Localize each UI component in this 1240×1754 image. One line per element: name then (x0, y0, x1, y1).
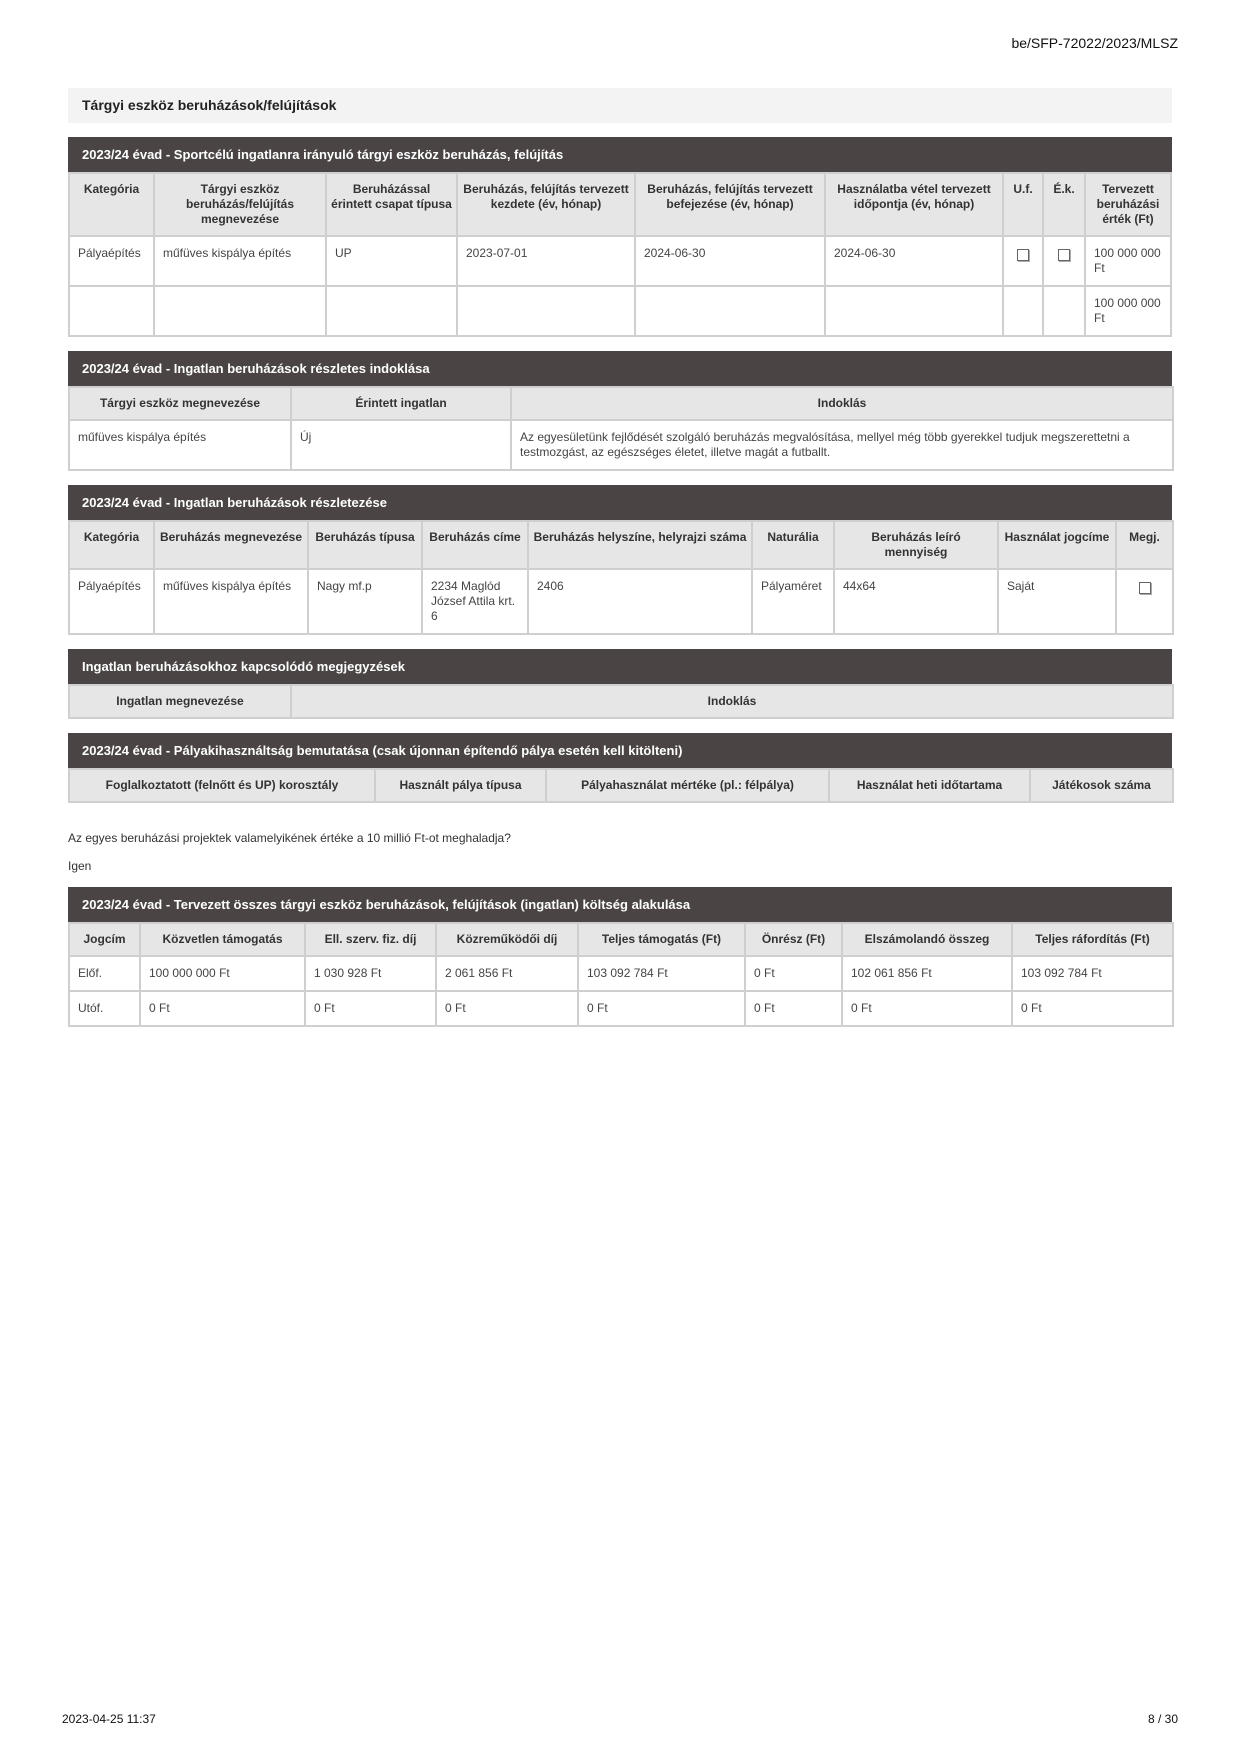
cell: 100 000 000 Ft (140, 956, 305, 991)
footer-timestamp: 2023-04-25 11:37 (62, 1712, 156, 1726)
col-header: U.f. (1003, 173, 1043, 236)
cell-eszkoz: műfüves kispálya építés (69, 420, 291, 470)
koltseg-table (68, 922, 1174, 1027)
cell-ingatlan: Új (291, 420, 511, 470)
cell-helyszin: 2406 (528, 569, 752, 634)
cell: 2 061 856 Ft (436, 956, 578, 991)
section-megjegyzesek (68, 649, 1172, 719)
col-header: Ingatlan megnevezése (69, 685, 291, 718)
col-header: Kategória (69, 173, 154, 236)
cell-ek (1043, 236, 1085, 286)
section-header: 2023/24 évad - Tervezett összes tárgyi eszköz beruházások, felújítások (ingatlan) költség alakulása (68, 887, 1172, 922)
megjegyzesek-table (68, 684, 1174, 719)
cell: 0 Ft (578, 991, 745, 1026)
section-header: 2023/24 évad - Sportcélú ingatlanra irányuló tárgyi eszköz beruházás, felújítás (68, 137, 1172, 172)
cell: 0 Ft (305, 991, 436, 1026)
col-header: Közreműködői díj (436, 923, 578, 956)
col-header: Naturália (752, 521, 834, 569)
cell: 0 Ft (842, 991, 1012, 1026)
cell: Utóf. (69, 991, 140, 1026)
table-row (69, 956, 1173, 991)
cell-kategoria: Pályaépítés (69, 236, 154, 286)
section-reszletezes (68, 485, 1172, 635)
col-header: Beruházás címe (422, 521, 528, 569)
reszletezes-table (68, 520, 1174, 635)
cell: 0 Ft (140, 991, 305, 1026)
col-header: Tárgyi eszköz megnevezése (69, 387, 291, 420)
section-header: 2023/24 évad - Pályakihasználtság bemutatása (csak újonnan építendő pálya esetén kell kitölteni) (68, 733, 1172, 768)
section-header: Ingatlan beruházásokhoz kapcsolódó megjegyzések (68, 649, 1172, 684)
col-header: Érintett ingatlan (291, 387, 511, 420)
footer-page-number: 8 / 30 (1147, 1712, 1178, 1726)
col-header: Önrész (Ft) (745, 923, 842, 956)
col-header: Beruházás helyszíne, helyrajzi száma (528, 521, 752, 569)
col-header: Elszámolandó összeg (842, 923, 1012, 956)
table-row (69, 420, 1173, 470)
col-header: É.k. (1043, 173, 1085, 236)
col-header: Használt pálya típusa (375, 769, 546, 802)
cell: 103 092 784 Ft (1012, 956, 1173, 991)
cell: Előf. (69, 956, 140, 991)
cell-ertek: 100 000 000 Ft (1085, 236, 1171, 286)
col-header: Foglalkoztatott (felnőtt és UP) korosztály (69, 769, 375, 802)
cell-megnevezes: műfüves kispálya építés (154, 236, 326, 286)
document-id: be/SFP-72022/2023/MLSZ (1011, 35, 1178, 51)
col-header: Játékosok száma (1030, 769, 1173, 802)
col-header: Használat jogcíme (998, 521, 1116, 569)
cell-mennyiseg: 44x64 (834, 569, 998, 634)
col-header: Használat heti időtartama (829, 769, 1030, 802)
col-header: Megj. (1116, 521, 1173, 569)
answer-text: Igen (68, 859, 92, 873)
section-indoklas (68, 351, 1172, 471)
cell: 0 Ft (1012, 991, 1173, 1026)
col-header: Beruházással érintett csapat típusa (326, 173, 457, 236)
col-header: Jogcím (69, 923, 140, 956)
section-palyakihasznaltsag (68, 733, 1172, 803)
table-header-row (69, 769, 1173, 802)
cell-jogcim: Saját (998, 569, 1116, 634)
table-header-row (69, 521, 1173, 569)
section-header: 2023/24 évad - Ingatlan beruházások részletezése (68, 485, 1172, 520)
col-header: Teljes ráfordítás (Ft) (1012, 923, 1173, 956)
cell-naturalia: Pályaméret (752, 569, 834, 634)
col-header: Ell. szerv. fiz. díj (305, 923, 436, 956)
megj-checkbox[interactable] (1139, 582, 1151, 594)
col-header: Beruházás, felújítás tervezett kezdete (év, hónap) (457, 173, 635, 236)
col-header: Beruházás megnevezése (154, 521, 308, 569)
cell-csapat: UP (326, 236, 457, 286)
cell: 0 Ft (436, 991, 578, 1026)
col-header: Tervezett beruházási érték (Ft) (1085, 173, 1171, 236)
col-header: Kategória (69, 521, 154, 569)
ek-checkbox[interactable] (1058, 249, 1070, 261)
cell-befejezese: 2024-06-30 (635, 236, 825, 286)
section-koltseg (68, 887, 1172, 1027)
cell-hasznalatba: 2024-06-30 (825, 236, 1003, 286)
cell-tipus: Nagy mf.p (308, 569, 422, 634)
cell: 103 092 784 Ft (578, 956, 745, 991)
palyakihasznaltsag-table (68, 768, 1174, 803)
col-header: Pályahasználat mértéke (pl.: félpálya) (546, 769, 829, 802)
col-header: Indoklás (511, 387, 1173, 420)
cell-total: 100 000 000 Ft (1085, 286, 1171, 336)
table-header-row (69, 685, 1173, 718)
col-header: Közvetlen támogatás (140, 923, 305, 956)
cell: 0 Ft (745, 956, 842, 991)
cell-megnevezes: műfüves kispálya építés (154, 569, 308, 634)
table-total-row (69, 286, 1171, 336)
table-row (69, 991, 1173, 1026)
table-header-row (69, 173, 1171, 236)
table-row (69, 569, 1173, 634)
page-content (68, 88, 1172, 1027)
col-header: Indoklás (291, 685, 1173, 718)
cell: 1 030 928 Ft (305, 956, 436, 991)
table-header-row (69, 923, 1173, 956)
col-header: Tárgyi eszköz beruházás/felújítás megnevezése (154, 173, 326, 236)
beruhazas-table (68, 172, 1172, 337)
section-sportcelu-beruhazas (68, 137, 1172, 337)
section-header: 2023/24 évad - Ingatlan beruházások részletes indoklása (68, 351, 1172, 386)
cell-megj (1116, 569, 1173, 634)
col-header: Teljes támogatás (Ft) (578, 923, 745, 956)
cell-cim: 2234 Maglód József Attila krt. 6 (422, 569, 528, 634)
page-title: Tárgyi eszköz beruházások/felújítások (68, 88, 1172, 123)
col-header: Használatba vétel tervezett időpontja (év, hónap) (825, 173, 1003, 236)
col-header: Beruházás típusa (308, 521, 422, 569)
cell-kezdete: 2023-07-01 (457, 236, 635, 286)
table-row (69, 236, 1171, 286)
cell: 102 061 856 Ft (842, 956, 1012, 991)
col-header: Beruházás, felújítás tervezett befejezése (év, hónap) (635, 173, 825, 236)
cell: 0 Ft (745, 991, 842, 1026)
col-header: Beruházás leíró mennyiség (834, 521, 998, 569)
cell-indoklas: Az egyesületünk fejlődését szolgáló beruházás megvalósítása, mellyel még több gyerekkel tudjuk megszerettetni a testmozgást, az egészséges életet, illetve magát a futballt. (511, 420, 1173, 470)
uf-checkbox[interactable] (1017, 249, 1029, 261)
indoklas-table (68, 386, 1174, 471)
table-header-row (69, 387, 1173, 420)
cell-uf (1003, 236, 1043, 286)
question-text: Az egyes beruházási projektek valamelyikének értéke a 10 millió Ft-ot meghaladja? (68, 831, 511, 845)
cell-kategoria: Pályaépítés (69, 569, 154, 634)
